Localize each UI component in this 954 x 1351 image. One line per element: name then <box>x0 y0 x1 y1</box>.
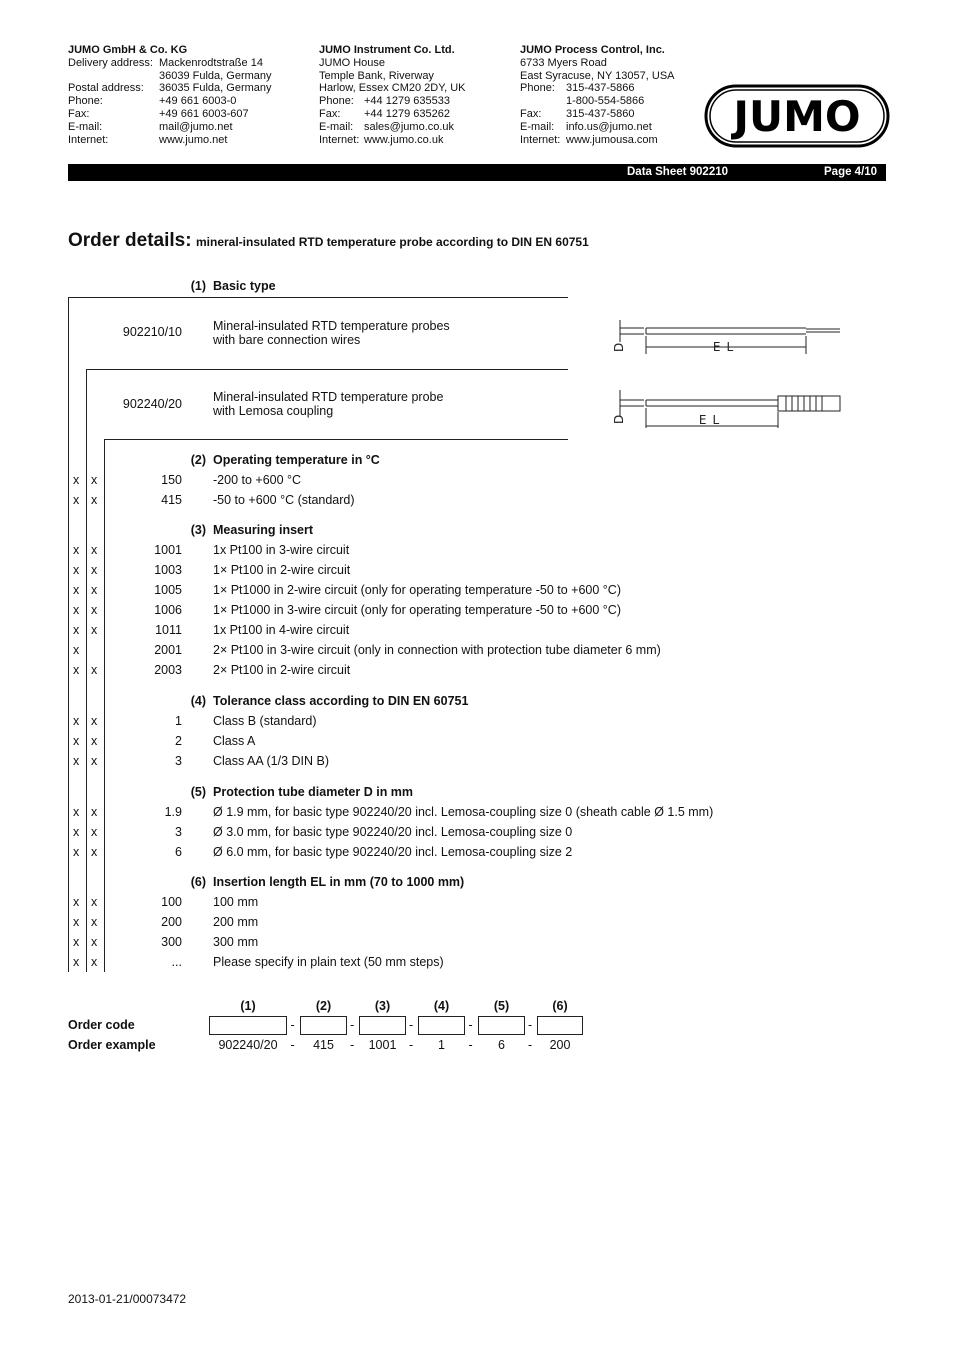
addr-label: E-mail: <box>68 120 103 133</box>
option-code: 1005 <box>154 583 182 597</box>
order-code-field[interactable] <box>359 1016 406 1035</box>
probe-drawing-bare-wires <box>608 314 844 358</box>
addr-line: Temple Bank, Riverway <box>319 69 434 82</box>
order-example-value: 1001 <box>368 1038 397 1052</box>
availability-mark: x <box>91 734 98 748</box>
addr-value: 1-800-554-5866 <box>566 95 645 108</box>
availability-mark: x <box>73 935 80 949</box>
option-row <box>0 754 954 774</box>
dim-d-label: D <box>612 342 626 352</box>
address-jumo-germany <box>68 44 272 146</box>
addr-label: E-mail: <box>319 120 354 133</box>
availability-mark: x <box>73 825 80 839</box>
availability-mark: x <box>91 754 98 768</box>
option-row <box>0 493 954 513</box>
addr-label <box>68 70 159 83</box>
section-heading: Operating temperature in °C <box>213 453 380 467</box>
addr-value: mail@jumo.net <box>159 120 233 133</box>
option-row <box>0 734 954 754</box>
addr-value: +44 1279 635262 <box>364 107 450 120</box>
tree-line <box>86 369 568 370</box>
availability-mark: x <box>73 543 80 557</box>
option-code: 1 <box>175 714 182 728</box>
option-code: 2001 <box>154 643 182 657</box>
option-code: 1006 <box>154 603 182 617</box>
order-column-number: (2) <box>315 999 332 1013</box>
availability-mark: x <box>91 845 98 859</box>
section-num-label: (3) <box>190 523 206 537</box>
section-num-label: (1) <box>190 279 206 293</box>
order-separator: - <box>528 1038 533 1052</box>
availability-mark: x <box>73 473 80 487</box>
title-sub: mineral-insulated RTD temperature probe according to DIN EN 60751 <box>196 235 589 249</box>
order-code-label: Order code <box>68 1018 135 1032</box>
addr-value: www.jumo.net <box>159 133 228 146</box>
order-example-value: 6 <box>498 1038 505 1052</box>
order-separator: - <box>290 1018 295 1032</box>
addr-value: sales@jumo.co.uk <box>364 120 455 133</box>
page-number: Page 4/10 <box>824 166 878 178</box>
availability-mark: x <box>73 955 80 969</box>
availability-mark: x <box>91 714 98 728</box>
section-heading: Measuring insert <box>213 523 314 537</box>
order-column-number: (5) <box>493 999 510 1013</box>
company-name: JUMO Instrument Co. Ltd. <box>319 44 455 56</box>
addr-value: +44 1279 635533 <box>364 95 450 108</box>
option-row <box>0 955 954 975</box>
availability-mark: x <box>91 895 98 909</box>
availability-mark: x <box>91 825 98 839</box>
option-code: 1001 <box>154 543 182 557</box>
availability-mark: x <box>91 955 98 969</box>
option-row <box>0 805 954 825</box>
option-row <box>0 825 954 845</box>
tree-line <box>104 439 105 972</box>
option-description: 1x Pt100 in 4-wire circuit <box>213 623 350 637</box>
availability-mark: x <box>73 845 80 859</box>
option-code: 1.9 <box>164 805 182 819</box>
order-separator: - <box>350 1018 355 1032</box>
addr-label: Phone: <box>319 95 354 108</box>
availability-mark: x <box>73 583 80 597</box>
addr-value: www.jumousa.com <box>566 133 658 146</box>
option-code: 1011 <box>155 623 182 637</box>
address-table <box>319 95 454 146</box>
availability-mark: x <box>73 643 80 657</box>
address-jumo-usa <box>520 44 675 146</box>
option-row <box>0 603 954 623</box>
addr-value: +49 661 6003-0 <box>159 95 237 108</box>
option-description: Ø 6.0 mm, for basic type 902240/20 incl. Lemosa-coupling size 2 <box>213 845 573 859</box>
availability-mark: x <box>73 714 80 728</box>
option-row <box>0 563 954 583</box>
option-row <box>0 895 954 915</box>
option-code: 300 <box>161 935 182 949</box>
desc-line: with bare connection wires <box>213 332 361 347</box>
addr-label: Phone: <box>520 82 555 95</box>
option-description: 300 mm <box>213 935 259 949</box>
availability-mark: x <box>73 805 80 819</box>
jumo-logo <box>704 84 890 148</box>
address-jumo-uk <box>319 44 466 146</box>
order-separator: - <box>409 1018 414 1032</box>
addr-value: Mackenrodtstraße 14 <box>159 56 263 69</box>
order-code-field[interactable] <box>300 1016 347 1035</box>
section-num-label: (5) <box>190 785 206 799</box>
option-description: 200 mm <box>213 915 259 929</box>
availability-mark: x <box>73 563 80 577</box>
order-separator: - <box>528 1018 533 1032</box>
addr-line: 6733 Myers Road <box>520 56 607 69</box>
availability-mark: x <box>73 734 80 748</box>
datasheet-number: Data Sheet 902210 <box>627 166 729 178</box>
order-code-field[interactable] <box>418 1016 465 1035</box>
option-description: 1× Pt1000 in 3-wire circuit (only for operating temperature -50 to +600 °C) <box>213 603 621 617</box>
section-heading: Protection tube diameter D in mm <box>213 785 414 799</box>
option-description: 100 mm <box>213 895 259 909</box>
availability-mark: x <box>91 473 98 487</box>
order-separator: - <box>468 1038 473 1052</box>
addr-label: Postal address: <box>68 82 144 95</box>
address-table <box>520 82 658 146</box>
availability-mark: x <box>91 663 98 677</box>
option-row <box>0 663 954 683</box>
option-row <box>0 583 954 603</box>
basic-type-code: 902210/10 <box>122 325 182 339</box>
option-row <box>0 643 954 663</box>
availability-mark: x <box>91 935 98 949</box>
availability-mark: x <box>91 583 98 597</box>
addr-line: JUMO House <box>319 56 386 69</box>
address-table <box>68 57 272 147</box>
option-code: 415 <box>161 493 182 507</box>
availability-mark: x <box>73 895 80 909</box>
availability-mark: x <box>91 805 98 819</box>
order-code-field[interactable] <box>478 1016 525 1035</box>
option-row <box>0 915 954 935</box>
tree-line <box>104 439 568 440</box>
option-code: 150 <box>161 473 182 487</box>
option-code: 6 <box>175 845 182 859</box>
option-code: ... <box>171 955 182 969</box>
addr-value: www.jumo.co.uk <box>364 133 444 146</box>
section-num-label: (6) <box>190 875 206 889</box>
desc-line: Mineral-insulated RTD temperature probe <box>213 390 444 404</box>
option-description: -200 to +600 °C <box>213 473 302 487</box>
option-row <box>0 845 954 865</box>
order-example-label: Order example <box>68 1038 156 1052</box>
addr-line: Harlow, Essex CM20 2DY, UK <box>319 82 466 95</box>
dim-el-label: EL <box>712 340 740 354</box>
desc-line: with Lemosa coupling <box>213 403 334 418</box>
option-row <box>0 935 954 955</box>
option-description: Ø 3.0 mm, for basic type 902240/20 incl. Lemosa-coupling size 0 <box>213 825 573 839</box>
option-code: 2003 <box>154 663 182 677</box>
page-title <box>68 230 589 252</box>
addr-label <box>520 95 566 108</box>
basic-type-code: 902240/20 <box>122 397 182 411</box>
availability-mark: x <box>73 603 80 617</box>
option-description: 2× Pt100 in 2-wire circuit <box>213 663 351 677</box>
option-code: 2 <box>175 734 182 748</box>
option-code: 200 <box>161 915 182 929</box>
option-row <box>0 543 954 563</box>
availability-mark: x <box>91 603 98 617</box>
addr-line: East Syracuse, NY 13057, USA <box>520 69 675 82</box>
option-description: Class B (standard) <box>213 714 317 728</box>
order-column-number: (3) <box>374 999 391 1013</box>
probe-drawing-lemosa <box>608 386 844 430</box>
addr-label: Fax: <box>520 107 542 120</box>
option-description: Class A <box>213 734 256 748</box>
addr-value: 315-437-5860 <box>566 107 635 120</box>
addr-label: E-mail: <box>520 120 555 133</box>
option-code: 3 <box>175 825 182 839</box>
availability-mark: x <box>73 663 80 677</box>
option-description: 1× Pt1000 in 2-wire circuit (only for operating temperature -50 to +600 °C) <box>213 583 621 597</box>
availability-mark: x <box>73 915 80 929</box>
addr-value: 36035 Fulda, Germany <box>159 82 272 95</box>
option-description: -50 to +600 °C (standard) <box>213 493 355 507</box>
option-description: Please specify in plain text (50 mm steps) <box>213 955 444 969</box>
tree-line <box>68 297 568 298</box>
availability-mark: x <box>73 754 80 768</box>
order-example-value: 415 <box>313 1038 334 1052</box>
company-name: JUMO Process Control, Inc. <box>520 44 665 56</box>
order-separator: - <box>409 1038 414 1052</box>
basic-type-desc <box>213 391 443 418</box>
section-heading: Insertion length EL in mm (70 to 1000 mm) <box>213 875 465 889</box>
addr-label: Fax: <box>68 107 90 120</box>
order-column-number: (1) <box>240 999 256 1013</box>
addr-label: Internet: <box>68 133 109 146</box>
availability-mark: x <box>91 543 98 557</box>
addr-label: Fax: <box>319 107 341 120</box>
order-code-field[interactable] <box>209 1016 287 1035</box>
option-code: 1003 <box>154 563 182 577</box>
datasheet-bar <box>68 164 886 181</box>
dim-d-label: D <box>612 414 626 424</box>
desc-line: Mineral-insulated RTD temperature probes <box>213 319 450 333</box>
addr-label: Internet: <box>520 133 561 146</box>
logo-text: JUMO <box>733 92 861 141</box>
order-separator: - <box>350 1038 355 1052</box>
section-heading: Basic type <box>213 279 276 293</box>
order-separator: - <box>468 1018 473 1032</box>
option-description: 1× Pt100 in 2-wire circuit <box>213 563 351 577</box>
availability-mark: x <box>91 915 98 929</box>
addr-label: Internet: <box>319 133 360 146</box>
option-row <box>0 473 954 493</box>
order-separator: - <box>290 1038 295 1052</box>
addr-value: 36039 Fulda, Germany <box>159 69 272 82</box>
availability-mark: x <box>91 563 98 577</box>
availability-mark: x <box>91 623 98 637</box>
section-num-label: (4) <box>190 694 206 708</box>
order-example-value: 902240/20 <box>218 1038 278 1052</box>
option-code: 3 <box>175 754 182 768</box>
addr-label: Phone: <box>68 95 103 108</box>
footer-document-id: 2013-01-21/00073472 <box>68 1292 187 1306</box>
addr-value: 315-437-5866 <box>566 82 635 95</box>
title-main: Order details: <box>68 230 192 251</box>
section-num-label: (2) <box>190 453 206 467</box>
order-column-number: (6) <box>552 999 568 1013</box>
order-example-value: 200 <box>549 1038 571 1052</box>
order-example-value: 1 <box>438 1038 445 1052</box>
addr-value: +49 661 6003-607 <box>159 107 249 120</box>
availability-mark: x <box>73 493 80 507</box>
addr-value: info.us@jumo.net <box>566 120 652 133</box>
option-row <box>0 714 954 734</box>
option-description: Class AA (1/3 DIN B) <box>213 754 330 768</box>
option-description: 1x Pt100 in 3-wire circuit <box>213 543 350 557</box>
availability-mark: x <box>73 623 80 637</box>
option-description: Ø 1.9 mm, for basic type 902240/20 incl. Lemosa-coupling size 0 (sheath cable Ø 1.5 mm) <box>213 805 714 819</box>
company-name: JUMO GmbH & Co. KG <box>68 44 188 56</box>
section-heading: Tolerance class according to DIN EN 60751 <box>213 694 469 708</box>
order-code-field[interactable] <box>537 1016 583 1035</box>
availability-mark: x <box>91 493 98 507</box>
addr-label: Delivery address: <box>68 56 153 69</box>
option-code: 100 <box>161 895 182 909</box>
dim-el-label: EL <box>698 413 726 427</box>
option-description: 2× Pt100 in 3-wire circuit (only in connection with protection tube diameter 6 mm) <box>213 643 661 657</box>
option-row <box>0 623 954 643</box>
order-column-number: (4) <box>433 999 450 1013</box>
basic-type-desc <box>213 320 450 347</box>
